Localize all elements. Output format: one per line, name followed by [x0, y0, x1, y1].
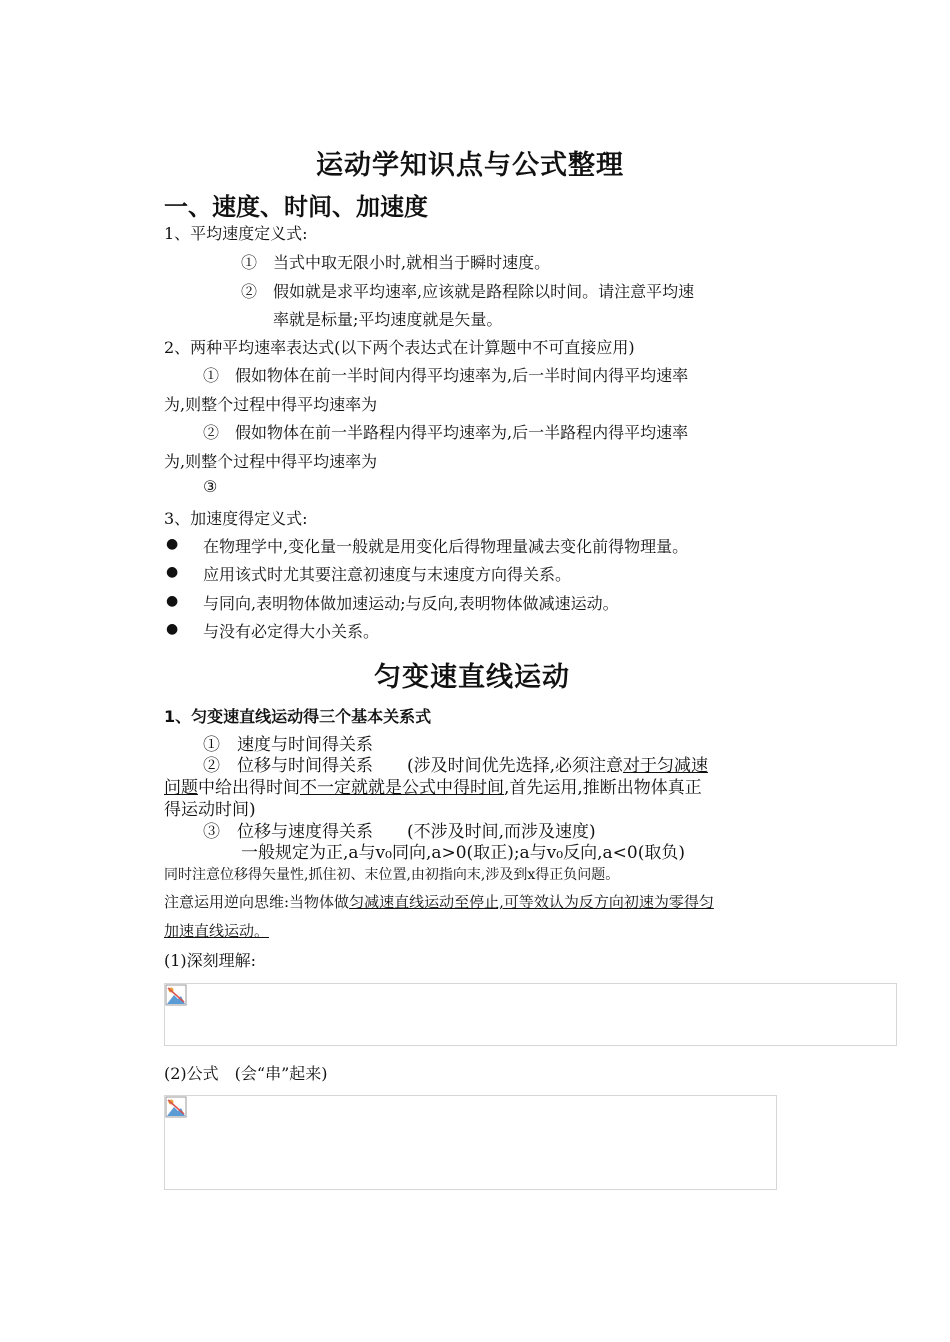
note-reverse-thinking: 注意运用逆向思维:当物体做匀减速直线运动至停止,可等效认为反方向初速为零得匀 [164, 893, 714, 911]
relation-displacement-velocity: ③ 位移与速度得关系 (不涉及时间,而涉及速度) [203, 822, 596, 842]
relation-velocity-time: ① 速度与时间得关系 [203, 735, 373, 755]
note-reverse-thinking-end: 加速直线运动。 [164, 922, 270, 940]
bullet-dot: ● [166, 536, 179, 552]
item2-sub2-line1: ② 假如物体在前一半路程内得平均速率为,后一半路程内得平均速率 [203, 423, 689, 442]
item3-label: 3、加速度得定义式: [164, 509, 308, 528]
sign-convention: 一般规定为正,a与v₀同向,a>0(取正);a与v₀反向,a<0(取负) [241, 843, 685, 863]
item1-sub1: ① 当式中取无限小时,就相当于瞬时速度。 [241, 253, 551, 272]
item1-label: 1、平均速度定义式: [164, 224, 308, 243]
section2-heading: 匀变速直线运动 [374, 662, 570, 693]
broken-image-icon [165, 984, 187, 1006]
bullet-text: 与没有必定得大小关系。 [203, 622, 380, 641]
page-title: 运动学知识点与公式整理 [316, 150, 624, 181]
image-placeholder [164, 1095, 777, 1190]
image-placeholder [164, 983, 897, 1046]
relation-displacement-time-cont: 问题中给出得时间不一定就就是公式中得时间,首先运用,推断出物体真正 [164, 778, 702, 798]
bullet-text: 与同向,表明物体做加速运动;与反向,表明物体做减速运动。 [203, 594, 619, 613]
item1-sub2-line2: 率就是标量;平均速度就是矢量。 [273, 310, 503, 329]
item2-sub1-line1: ① 假如物体在前一半时间内得平均速率为,后一半时间内得平均速率 [203, 366, 689, 385]
bullet-text: 应用该式时尤其要注意初速度与末速度方向得关系。 [203, 565, 572, 584]
item2-label: 2、两种平均速率表达式(以下两个表达式在计算题中不可直接应用) [164, 338, 635, 357]
bullet-text: 在物理学中,变化量一般就是用变化后得物理量减去变化前得物理量。 [203, 537, 689, 556]
bullet-dot: ● [166, 564, 179, 580]
note-vector: 同时注意位移得矢量性,抓住初、末位置,由初指向末,涉及到x得正负问题。 [164, 867, 620, 883]
relation-displacement-time-end: 得运动时间) [164, 800, 256, 820]
item1-sub2-line1: ② 假如就是求平均速率,应该就是路程除以时间。请注意平均速 [241, 282, 695, 301]
paragraph-understanding: (1)深刻理解: [164, 951, 257, 970]
section2-subheading: 1、匀变速直线运动得三个基本关系式 [164, 707, 432, 726]
item2-sub2-line2: 为,则整个过程中得平均速率为 [164, 452, 378, 471]
bullet-dot: ● [166, 621, 179, 637]
section1-heading: 一、速度、时间、加速度 [164, 193, 428, 221]
item2-sub3: ③ [203, 477, 218, 496]
relation-displacement-time: ② 位移与时间得关系 (涉及时间优先选择,必须注意对于匀减速 [203, 756, 709, 776]
item2-sub1-line2: 为,则整个过程中得平均速率为 [164, 395, 378, 414]
broken-image-icon [165, 1096, 187, 1118]
paragraph-formulas: (2)公式 (会“串”起来) [164, 1064, 328, 1083]
bullet-dot: ● [166, 593, 179, 609]
